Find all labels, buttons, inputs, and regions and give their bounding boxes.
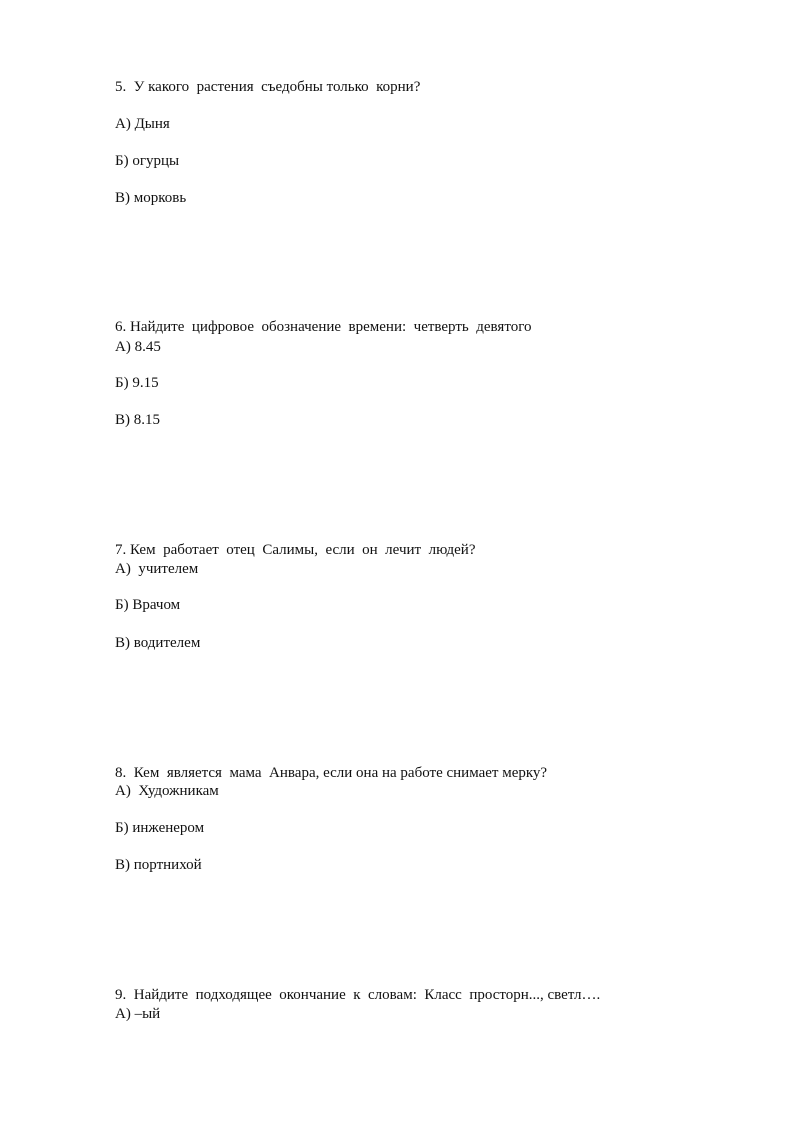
answer-option: А) –ый xyxy=(115,1006,161,1022)
answer-option: Б) огурцы xyxy=(115,153,180,169)
question-prompt: 9. Найдите подходящее окончание к словам: Класс просторн..., светл…. xyxy=(115,987,601,1003)
answer-option: В) портнихой xyxy=(115,857,202,873)
question-prompt: 8. Кем является мама Анвара, если она на работе снимает мерку? xyxy=(115,765,548,781)
answer-option: В) водителем xyxy=(115,635,201,651)
answer-option: В) морковь xyxy=(115,190,187,206)
answer-option: Б) Врачом xyxy=(115,597,181,613)
answer-option: В) 8.15 xyxy=(115,412,160,428)
question-prompt: 7. Кем работает отец Салимы, если он лечит людей? xyxy=(115,542,476,558)
answer-option: Б) 9.15 xyxy=(115,375,159,391)
answer-option: А) учителем xyxy=(115,561,199,577)
answer-option: А) Художникам xyxy=(115,783,219,799)
question-prompt: 5. У какого растения съедобны только корни? xyxy=(115,79,421,95)
answer-option: А) Дыня xyxy=(115,116,170,132)
answer-option: А) 8.45 xyxy=(115,339,161,355)
answer-option: Б) инженером xyxy=(115,820,205,836)
question-prompt: 6. Найдите цифровое обозначение времени: четверть девятого xyxy=(115,319,532,335)
